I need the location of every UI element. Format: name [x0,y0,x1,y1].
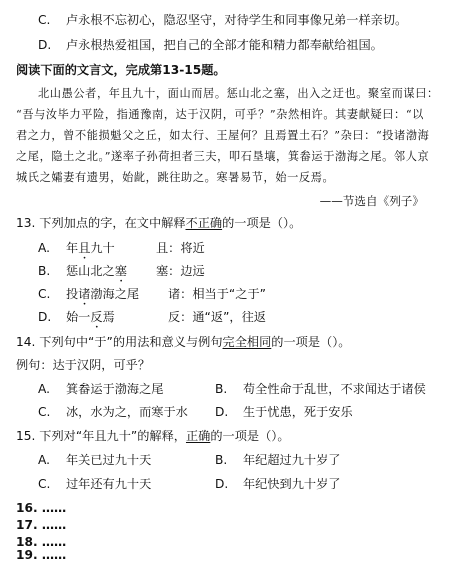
q15-option-b[interactable] [215,452,341,468]
option-c-previous [38,12,407,28]
option-letter: C. [38,405,51,419]
option-text: 生于忧患，死于安乐 [243,405,353,419]
option-text: 年 [66,241,79,255]
option-letter: B. [215,453,228,467]
passage-line: 君之力，曾不能损魁父之丘，如太行、王屋何？且焉置土石？”杂曰：“投诸渤海 [16,129,430,142]
question-stem-text: 的一项是（）。 [210,429,290,443]
option-letter: B. [215,382,228,396]
q13-option-d-explanation: 反：通“返”，往返 [168,310,266,324]
question-14-stem [16,334,351,350]
dotted-character: 且 [78,241,91,255]
option-letter: D. [38,310,52,324]
q14-option-b[interactable] [215,381,426,397]
underlined-keyword: 正确 [185,429,211,443]
question-number: 14. [16,335,36,349]
question-placeholder: …… [41,501,67,515]
q13-option-a[interactable] [38,240,115,262]
option-text: 惩山北之 [66,264,115,278]
q15-option-d[interactable] [215,476,341,492]
passage-source: ——节选自《列子》 [319,194,424,208]
option-text: 投 [66,287,79,301]
question-number: 13. [16,216,36,230]
question-placeholder: …… [41,518,67,532]
option-letter: D. [215,477,229,491]
question-stem-text: 下列加点的字，在文中解释 [39,216,186,230]
option-letter: C. [38,13,51,27]
option-letter: A. [38,241,50,255]
option-letter: D. [215,405,229,419]
question-17 [16,517,66,533]
underlined-keyword: 完全相同 [222,335,272,349]
question-stem-text: 下列句中“于”的用法和意义与例句 [39,335,223,349]
question-stem-text: 下列对“年且九十”的解释， [39,429,186,443]
q13-option-a-explanation: 且：将近 [156,241,205,255]
passage-line: 之尾，隐土之北。”遂率子孙荷担者三夫，叩石垦壤，箕畚运于渤海之尾。邻人京 [16,150,430,163]
q13-option-b-explanation: 塞：边远 [156,264,205,278]
option-letter: D. [38,38,52,52]
option-text: 年关已过九十天 [66,453,152,467]
question-stem-text: 的一项是（）。 [271,335,351,349]
option-letter: C. [38,287,51,301]
option-text: 卢永根不忘初心，隐忍坚守，对待学生和同事像兄弟一样亲切。 [66,13,408,27]
option-letter: A. [38,382,50,396]
q14-option-c[interactable] [38,404,188,420]
question-number: 16. [16,501,38,515]
q14-option-a[interactable] [38,381,164,397]
option-text: 过年还有九十天 [66,477,152,491]
q15-option-a[interactable] [38,452,151,468]
question-16 [16,500,66,516]
passage-line: “吾与汝毕力平险，指通豫南，达于汉阴，可乎？”杂然相许。其妻献疑曰：“以 [16,108,424,121]
option-text: 年纪快到九十岁了 [243,477,341,491]
passage-line: 北山愚公者，年且九十，面山而居。惩山北之塞，出入之迂也。聚室而谋曰： [38,87,439,100]
option-text: 卢永根热爱祖国，把自己的全部才能和精力都奉献给祖国。 [66,38,383,52]
question-number: 17. [16,518,38,532]
option-text: 焉 [102,310,115,324]
dotted-character: 反 [90,310,103,324]
question-number: 15. [16,429,36,443]
question-placeholder: …… [41,548,67,562]
q13-option-c[interactable] [38,286,139,308]
question-placeholder: …… [41,535,67,549]
q13-option-d[interactable] [38,309,115,331]
q14-option-d[interactable] [215,404,353,420]
q14-example: 例句：达于汉阴，可乎？ [16,358,151,372]
option-letter: C. [38,477,51,491]
passage-line: 城氏之孀妻有遗男，始龀，跳往助之。寒暑易节，始一反焉。 [16,171,335,184]
option-text: 九十 [90,241,115,255]
question-15-stem [16,428,290,444]
option-text: 苟全性命于乱世，不求闻达于诸侯 [243,382,426,396]
option-text: 冰，水为之，而寒于水 [66,405,188,419]
option-text: 年纪超过九十岁了 [243,453,341,467]
option-text: 箕畚运于渤海之尾 [66,382,164,396]
dotted-character: 塞 [114,264,127,278]
underlined-keyword: 不正确 [185,216,223,230]
option-letter: B. [38,264,51,278]
reading-instruction: 阅读下面的文言文，完成第13-15题。 [16,63,226,77]
option-text: 始一 [66,310,91,324]
dotted-character: 诸 [78,287,91,301]
option-d-previous [38,37,383,53]
q15-option-c[interactable] [38,476,151,492]
question-number: 19. [16,548,38,562]
option-letter: A. [38,453,50,467]
question-stem-text: 的一项是（）。 [222,216,302,230]
q13-option-b[interactable] [38,263,127,285]
question-13-stem [16,215,301,231]
option-text: 渤海之尾 [90,287,140,301]
q13-option-c-explanation: 诸：相当于“之于” [168,287,266,301]
question-19 [16,547,66,563]
question-number: 18. [16,535,38,549]
